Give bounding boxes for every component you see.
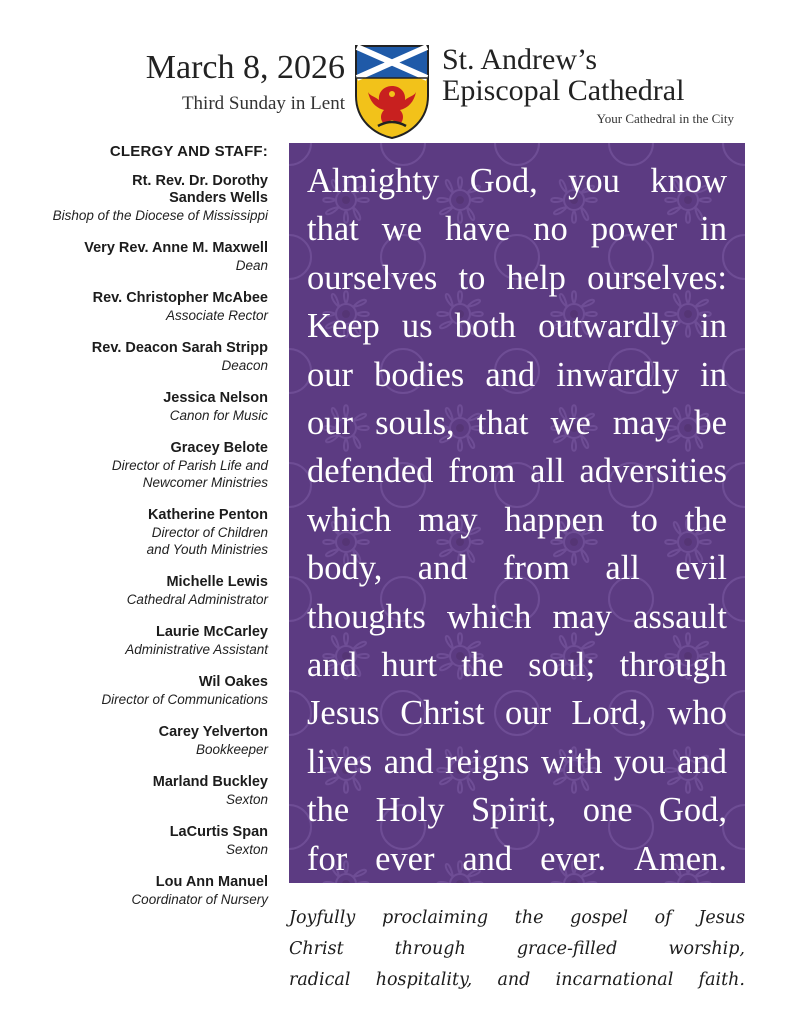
collect-panel [289, 143, 745, 883]
staff-member [20, 624, 268, 658]
staff-role-line: Deacon [221, 358, 268, 373]
staff-role [20, 307, 268, 324]
staff-name [20, 624, 268, 641]
staff-role-line: Director of Children [151, 525, 268, 540]
cathedral-name [442, 44, 742, 106]
staff-role [20, 591, 268, 608]
staff-name-line: Michelle Lewis [166, 574, 268, 590]
staff-name-line: Very Rev. Anne M. Maxwell [84, 240, 268, 256]
staff-name-line: Wil Oakes [198, 674, 268, 690]
staff-role-line: Canon for Music [169, 408, 268, 423]
staff-role [20, 407, 268, 424]
staff-name-line: Katherine Penton [147, 507, 268, 523]
collect-line: for ever and ever. Amen. [307, 839, 727, 878]
staff-role [20, 841, 268, 858]
staff-name-line: Jessica Nelson [163, 390, 268, 406]
collect-line: our bodies and inwardly in [307, 355, 727, 394]
collect-line: and hurt the soul; through [307, 646, 727, 685]
staff-role [20, 207, 268, 224]
staff-name [20, 674, 268, 691]
cathedral-shield-logo [354, 44, 430, 140]
collect-line: ourselves to help ourselves: [307, 258, 727, 297]
staff-name-line: Carey Yelverton [158, 724, 268, 740]
staff-name-line: Rev. Deacon Sarah Stripp [91, 340, 268, 356]
cathedral-name-line-1: St. Andrew’s [442, 43, 598, 76]
staff-name-line: Sanders Wells [169, 190, 268, 206]
staff-member [20, 340, 268, 374]
staff-role-line: Bookkeeper [195, 742, 268, 757]
staff-member [20, 390, 268, 424]
staff-name [20, 173, 268, 207]
staff-name [20, 440, 268, 457]
collect-line: Almighty God, you know [307, 162, 727, 200]
staff-name [20, 874, 268, 891]
staff-role [20, 357, 268, 374]
cathedral-tagline: Your Cathedral in the City [596, 111, 734, 126]
collect-line: that we have no power in [307, 210, 727, 249]
staff-name-line: LaCurtis Span [169, 824, 268, 840]
staff-name-line: Laurie McCarley [155, 624, 268, 640]
staff-role [20, 524, 268, 558]
staff-role [20, 891, 268, 908]
staff-name [20, 574, 268, 591]
staff-name [20, 774, 268, 791]
staff-name-line: Marland Buckley [152, 774, 268, 790]
collect-line: Keep us both outwardly in [307, 307, 727, 346]
mission-line: Joyfully proclaiming the gospel of Jesus [289, 908, 745, 928]
staff-name [20, 724, 268, 741]
staff-name-line: Lou Ann Manuel [155, 874, 268, 890]
staff-member [20, 724, 268, 758]
staff-name [20, 507, 268, 524]
staff-name [20, 824, 268, 841]
staff-member [20, 290, 268, 324]
staff-role-line: Associate Rector [165, 308, 268, 323]
staff-member [20, 507, 268, 558]
staff-role-line: Sexton [225, 842, 268, 857]
collect-prayer [307, 157, 727, 883]
collect-line: thoughts which may assault [307, 597, 727, 636]
collect-line: body, and from all evil [307, 549, 727, 588]
collect-line: our souls, that we may be [307, 404, 727, 443]
collect-line: Jesus Christ our Lord, who [307, 694, 727, 733]
collect-line: lives and reigns with you and [307, 742, 727, 781]
staff-member [20, 440, 268, 491]
staff-role [20, 641, 268, 658]
staff-member [20, 173, 268, 224]
collect-line: the Holy Spirit, one God, [307, 791, 727, 830]
header-date: March 8, 2026 [145, 49, 345, 86]
staff-role-line: Newcomer Ministries [142, 475, 268, 490]
collect-line: defended from all adversities [307, 452, 727, 491]
staff-name [20, 390, 268, 407]
staff-name [20, 240, 268, 257]
header-sunday: Third Sunday in Lent [181, 93, 345, 114]
mission-line: radical hospitality, and incarnational faith. [289, 970, 745, 990]
staff-member [20, 240, 268, 274]
staff-name [20, 290, 268, 307]
staff-role [20, 691, 268, 708]
staff-role-line: Bishop of the Diocese of Mississippi [52, 208, 268, 223]
mission-statement [289, 903, 745, 996]
staff-role-line: Director of Parish Life and [111, 458, 268, 473]
staff-role-line: Director of Communications [101, 692, 268, 707]
staff-role-line: Coordinator of Nursery [131, 892, 268, 907]
staff-member [20, 774, 268, 808]
staff-member [20, 574, 268, 608]
staff-role [20, 457, 268, 491]
staff-role-line: and Youth Ministries [146, 542, 268, 557]
staff-heading: CLERGY AND STAFF: [109, 143, 268, 160]
staff-name-line: Gracey Belote [170, 440, 268, 456]
staff-role-line: Cathedral Administrator [126, 592, 268, 607]
collect-line: which may happen to the [307, 500, 727, 539]
staff-members [20, 173, 268, 908]
cathedral-name-line-2: Episcopal Cathedral [442, 74, 685, 107]
staff-role [20, 791, 268, 808]
staff-name [20, 340, 268, 357]
staff-member [20, 674, 268, 708]
mission-line: Christ through grace-filled worship, [289, 939, 745, 959]
staff-member [20, 824, 268, 858]
staff-role [20, 257, 268, 274]
staff-member [20, 874, 268, 908]
staff-role-line: Dean [235, 258, 268, 273]
staff-name-line: Rev. Christopher McAbee [92, 290, 268, 306]
staff-role-line: Sexton [225, 792, 268, 807]
staff-role-line: Administrative Assistant [125, 642, 268, 657]
staff-role [20, 741, 268, 758]
staff-list [20, 143, 268, 924]
staff-name-line: Rt. Rev. Dr. Dorothy [132, 173, 268, 189]
